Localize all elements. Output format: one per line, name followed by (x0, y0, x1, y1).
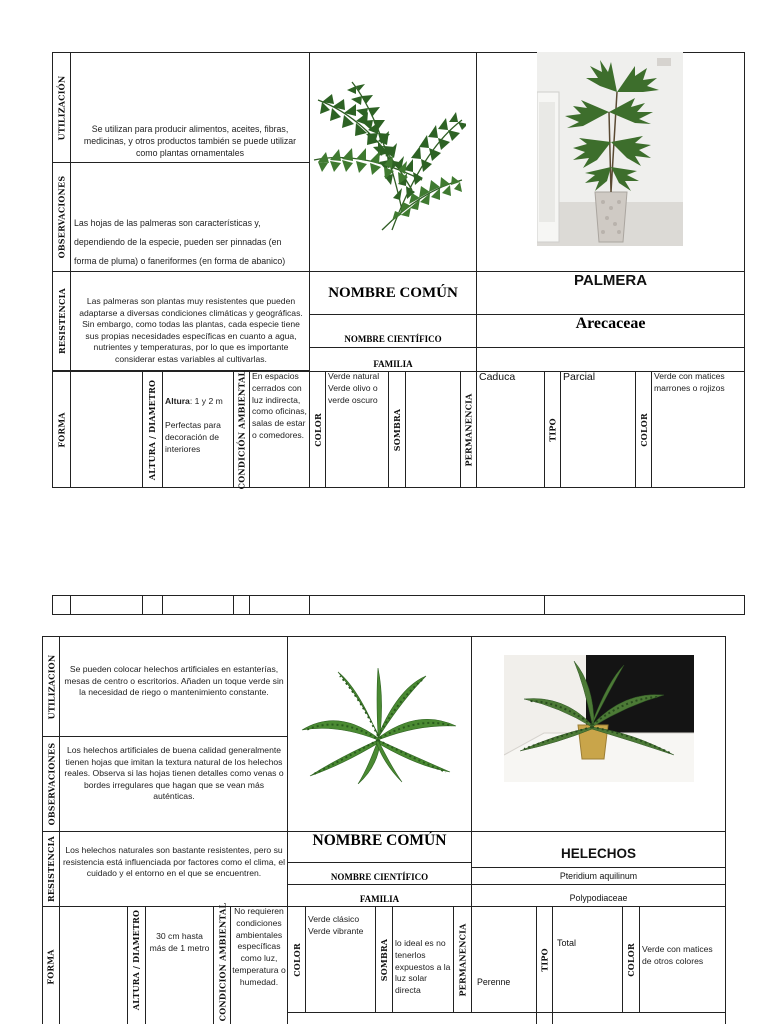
label-utilizacion: UTILIZACIÓN (56, 75, 67, 140)
fern-image (298, 668, 460, 784)
familia-value: Polypodiaceae (569, 893, 628, 903)
nombre-comun-value: PALMERA (573, 272, 648, 289)
label-altura: ALTURA / DIAMETRO (147, 379, 158, 480)
familia-label: FAMILIA (359, 894, 400, 904)
label-color2: COLOR (638, 412, 649, 447)
empty-cell (52, 595, 71, 615)
label-permanencia: PERMANENCIA (463, 392, 474, 467)
observaciones-text: Las hojas de las palmeras son características y, dependiendo de la especie, pueden ser pinnadas (en forma de pluma) o faneriformes (en forma de abanico) (74, 218, 286, 266)
label-resistencia: RESISTENCIA (56, 288, 67, 354)
permanencia-value: Caduca (479, 371, 516, 383)
label-resistencia: RESISTENCIA (46, 836, 56, 902)
nombre-comun-label: NOMBRE COMÚN (312, 832, 447, 849)
tipo-value: Parcial (563, 371, 596, 383)
label-color: COLOR (312, 412, 323, 447)
condicion-value: No requieren condiciones ambientales específicas como luz, temperatura o humedad. (232, 906, 286, 987)
forma-value-cell (59, 906, 128, 1024)
label-permanencia: PERMANENCIA (457, 922, 468, 997)
empty-cell (249, 595, 310, 615)
label-color2: COLOR (626, 942, 637, 977)
permanencia-value: Perenne (477, 977, 511, 987)
altura-value: Altura: 1 y 2 m (165, 396, 223, 406)
label-condicion: CONDICIÓN AMBIENTAL (236, 370, 247, 489)
altura-value-cell (145, 906, 214, 1024)
sombra-value: lo ideal es no tenerlos expuestos a la luz solar directa (395, 938, 451, 996)
empty-cell (233, 595, 250, 615)
forma-label-cell (52, 371, 71, 488)
nombre-cientifico-label: NOMBRE CIENTÍFICO (330, 872, 429, 882)
empty-cell (162, 595, 234, 615)
utilizacion-text: Se pueden colocar helechos artificiales en estanterías, mesas de centro o escritorios. Añaden un toque verde sin la necesidad de riego o mantenimiento constante. (64, 664, 284, 698)
palm-leaves-image (312, 80, 466, 236)
forma-value-cell (70, 371, 143, 488)
label-forma: FORMA (46, 949, 57, 985)
tipo-value-cell (552, 906, 623, 1013)
nombre-cientifico-label: NOMBRE CIENTÍFICO (344, 334, 442, 344)
condicion-value: En espacios cerrados con luz indirecta, como oficinas, salas de estar o comedores. (252, 371, 307, 440)
color2-value: Verde con matices de otros colores (642, 944, 713, 966)
potted-fern-image (504, 655, 694, 782)
label-condicion: CONDICION AMBIENTAL (217, 902, 228, 1022)
empty-cell (142, 595, 163, 615)
label-altura: ALTURA / DIAMETRO (131, 909, 142, 1011)
nombre-cientifico-value: Arecaceae (575, 315, 646, 332)
resistencia-text: Las palmeras son plantas muy resistentes que pueden adaptarse a diversas condiciones climáticas y geográficas. Sin embargo, como todas las plantas, cada especie tiene sus propias necesidades específicas en cuanto a agua, nutrientes y temperaturas, por lo que es importante considerar estas variables al cultivarlas. (79, 296, 303, 364)
nombre-comun-label: NOMBRE COMÚN (328, 285, 458, 301)
label-tipo: TIPO (539, 947, 550, 972)
utilizacion-text: Se utilizan para producir alimentos, aceites, fibras, medicinas, y otros productos también se puede utilizar como plantas ornamentales (83, 124, 297, 158)
nombre-cientifico-value: Pteridium aquilinum (559, 871, 638, 881)
bottom-row-cell (287, 1012, 726, 1024)
permanencia-value-cell (471, 906, 537, 1013)
empty-cell (309, 595, 545, 615)
familia-value-cell (476, 347, 745, 372)
permanencia-value-cell (476, 371, 545, 488)
color-value: Verde natural Verde olivo o verde oscuro (328, 371, 380, 405)
altura-extra: Perfectas para decoración de interiores (165, 420, 221, 454)
altura-value: 30 cm hasta más de 1 metro (149, 931, 210, 953)
label-observaciones: OBSERVACIONES (56, 175, 67, 259)
label-color: COLOR (291, 942, 302, 977)
sombra-value-cell (405, 371, 461, 488)
label-utilizacion: UTILIZACION (46, 654, 56, 719)
tipo-value: Total (557, 938, 577, 948)
color-value: Verde clásico Verde vibrante (308, 914, 364, 936)
familia-label: FAMILIA (373, 359, 413, 369)
empty-cell (544, 595, 745, 615)
label-forma: FORMA (56, 411, 67, 448)
potted-palm-image (537, 52, 683, 246)
label-tipo: TIPO (547, 417, 558, 442)
resistencia-text: Los helechos naturales son bastante resistentes, pero su resistencia está influenciada por factores como el clima, el cuidado y el entorno en el que se encuentren. (62, 845, 286, 879)
observaciones-text: Los helechos artificiales de buena calidad generalmente tienen hojas que imitan la textura natural de los helechos reales. Observa si las hojas tienen detalles como venas o bordes irregulares que hagan que se vean más auténticas. (64, 745, 284, 802)
tipo-value-cell (560, 371, 636, 488)
label-sombra: SOMBRA (392, 408, 403, 451)
empty-cell (70, 595, 143, 615)
label-observaciones: OBSERVACIONES (46, 742, 57, 826)
color2-value: Verde con matices marrones o rojizos (654, 371, 725, 393)
nombre-comun-value: HELECHOS (560, 846, 636, 861)
label-sombra: SOMBRA (379, 938, 390, 981)
